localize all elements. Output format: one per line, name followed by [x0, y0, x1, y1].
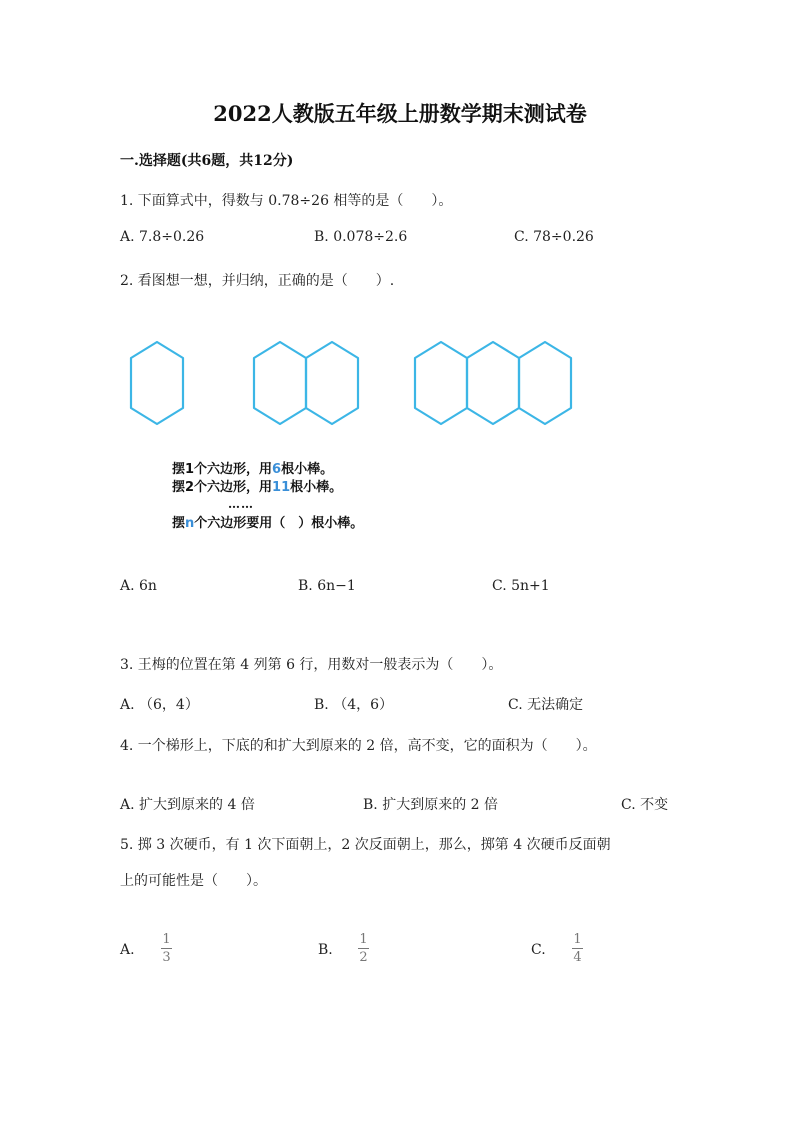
question-5-option-b-label[interactable]: B. [318, 942, 333, 958]
question-2-stem: 2. 看图想一想，并归纳，正确的是（ ）. [120, 273, 395, 289]
fraction-bar [358, 948, 369, 949]
question-2-option-b[interactable]: B. 6n−1 [298, 578, 356, 594]
question-1-option-b[interactable]: B. 0.078÷2.6 [314, 229, 408, 245]
fraction-numerator: 1 [573, 932, 582, 947]
fraction-denominator: 3 [162, 950, 171, 965]
question-2-option-a[interactable]: A. 6n [120, 578, 157, 594]
hexagon-shape [415, 342, 467, 424]
figure-ellipsis: …… [228, 497, 254, 511]
question-4-option-b[interactable]: B. 扩大到原来的 2 倍 [363, 797, 498, 813]
question-5-stem-line-2: 上的可能性是（ ）。 [120, 873, 267, 889]
hexagon-shape [306, 342, 358, 424]
question-4-stem: 4. 一个梯形上，下底的和扩大到原来的 2 倍，高不变，它的面积为（ ）。 [120, 738, 597, 754]
question-5-option-a-fraction [161, 932, 172, 965]
question-4-option-a[interactable]: A. 扩大到原来的 4 倍 [120, 797, 255, 813]
question-3-option-c[interactable]: C. 无法确定 [508, 697, 584, 713]
hexagon-shape [519, 342, 571, 424]
hexagon-shape [254, 342, 306, 424]
hexagon-shape [467, 342, 519, 424]
fraction-bar [161, 948, 172, 949]
question-1-stem: 1. 下面算式中，得数与 0.78÷26 相等的是（ ）。 [120, 193, 453, 209]
fraction-numerator: 1 [162, 932, 171, 947]
figure-caption-line-3: 摆n个六边形要用（ ）根小棒。 [172, 516, 364, 531]
hexagon-shape [131, 342, 183, 424]
question-5-option-b-fraction [358, 932, 369, 965]
question-5-option-c-fraction [572, 932, 583, 965]
fraction-bar [572, 948, 583, 949]
question-4-option-c[interactable]: C. 不变 [621, 797, 669, 813]
figure-caption-line-2: 摆2个六边形，用11根小棒。 [172, 480, 343, 495]
question-2-option-c[interactable]: C. 5n+1 [492, 578, 550, 594]
fraction-numerator: 1 [359, 932, 368, 947]
question-5-option-a-label[interactable]: A. [120, 942, 135, 958]
figure-caption-line-1: 摆1个六边形，用6根小棒。 [172, 462, 334, 477]
question-5-option-c-label[interactable]: C. [531, 942, 546, 958]
question-3-option-b[interactable]: B. （4，6） [314, 697, 394, 713]
question-5-stem-line-1: 5. 掷 3 次硬币，有 1 次下面朝上，2 次反面朝上，那么，掷第 4 次硬币反面朝 [120, 837, 611, 853]
question-1-option-a[interactable]: A. 7.8÷0.26 [120, 229, 205, 245]
section-heading: 一.选择题(共6题，共12分) [120, 153, 294, 169]
question-3-stem: 3. 王梅的位置在第 4 列第 6 行，用数对一般表示为（ ）。 [120, 657, 503, 673]
page-title: 2022人教版五年级上册数学期末测试卷 [213, 101, 587, 126]
fraction-denominator: 4 [573, 950, 582, 965]
fraction-denominator: 2 [359, 950, 368, 965]
question-3-option-a[interactable]: A. （6，4） [120, 697, 199, 713]
question-1-option-c[interactable]: C. 78÷0.26 [514, 229, 594, 245]
